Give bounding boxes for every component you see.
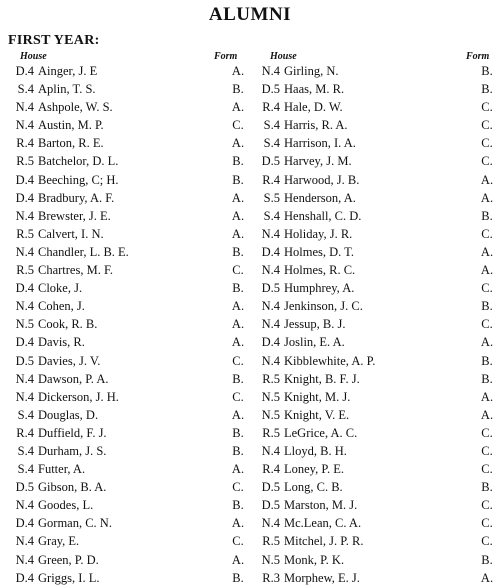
student-row bbox=[8, 152, 258, 170]
student-name: Long, C. B. bbox=[284, 480, 343, 495]
house-code: N.5 bbox=[261, 407, 280, 422]
student-name: Beeching, C; H. bbox=[38, 172, 119, 187]
student-row bbox=[254, 297, 500, 315]
student-row bbox=[8, 370, 258, 388]
student-row bbox=[254, 152, 500, 170]
house-code: N.4 bbox=[15, 371, 34, 386]
student-row bbox=[8, 62, 258, 80]
form-letter: A. bbox=[480, 190, 494, 205]
student-row bbox=[254, 551, 500, 569]
student-row bbox=[254, 388, 500, 406]
student-name: Holmes, R. C. bbox=[284, 263, 356, 278]
student-row bbox=[8, 80, 258, 98]
student-name: Batchelor, D. L. bbox=[38, 154, 119, 169]
student-name: Harwood, J. B. bbox=[284, 172, 360, 187]
student-name: Chartres, M. F. bbox=[38, 263, 114, 278]
house-code: N.4 bbox=[15, 498, 34, 513]
form-letter: A. bbox=[480, 263, 494, 278]
house-code: R.4 bbox=[262, 172, 280, 187]
student-name: Monk, P. K. bbox=[284, 552, 345, 567]
student-name: Duffield, F. J. bbox=[38, 425, 107, 440]
form-letter: C. bbox=[232, 263, 244, 278]
student-name: Calvert, I. N. bbox=[38, 226, 104, 241]
house-code: D.5 bbox=[15, 480, 34, 495]
house-code: R.5 bbox=[262, 425, 280, 440]
form-letter: B. bbox=[232, 371, 244, 386]
house-code: D.5 bbox=[261, 82, 280, 97]
student-name: Knight, M. J. bbox=[284, 389, 351, 404]
student-row bbox=[254, 315, 500, 333]
house-code: N.4 bbox=[261, 516, 280, 531]
form-letter: B. bbox=[232, 570, 244, 585]
form-letter: C. bbox=[481, 118, 493, 133]
house-code: D.4 bbox=[15, 172, 34, 187]
student-row bbox=[8, 207, 258, 225]
student-name: Bradbury, A. F. bbox=[38, 190, 115, 205]
student-row bbox=[8, 388, 258, 406]
form-letter: C. bbox=[232, 353, 244, 368]
house-code: N.4 bbox=[15, 118, 34, 133]
form-letter: C. bbox=[481, 534, 493, 549]
house-code: D.4 bbox=[15, 281, 34, 296]
form-letter: A. bbox=[231, 516, 245, 531]
student-row bbox=[8, 243, 258, 261]
student-name: Jessup, B. J. bbox=[284, 317, 346, 332]
house-code: S.4 bbox=[17, 462, 34, 477]
house-code: R.4 bbox=[16, 425, 34, 440]
form-letter: C. bbox=[481, 317, 493, 332]
student-row bbox=[254, 189, 500, 207]
student-row bbox=[254, 460, 500, 478]
student-name: Ainger, J. E bbox=[38, 64, 98, 78]
student-name: Aplin, T. S. bbox=[38, 82, 96, 97]
form-letter: B. bbox=[232, 281, 244, 296]
form-letter: A. bbox=[480, 335, 494, 350]
house-code: N.5 bbox=[261, 552, 280, 567]
form-letter: A. bbox=[480, 407, 494, 422]
student-name: Cloke, J. bbox=[38, 281, 83, 296]
house-code: N.5 bbox=[15, 317, 34, 332]
student-row bbox=[8, 569, 258, 587]
student-name: Ashpole, W. S. bbox=[38, 100, 113, 115]
left-column bbox=[8, 62, 258, 587]
house-code: D.4 bbox=[15, 335, 34, 350]
house-code: D.5 bbox=[261, 154, 280, 169]
student-name: Lloyd, B. H. bbox=[284, 443, 347, 458]
form-letter: A. bbox=[231, 317, 245, 332]
student-name: Green, P. D. bbox=[38, 552, 99, 567]
student-row bbox=[254, 279, 500, 297]
student-row bbox=[254, 333, 500, 351]
form-letter: C. bbox=[481, 498, 493, 513]
house-code: R.5 bbox=[262, 534, 280, 549]
left-house-header: House bbox=[20, 51, 47, 62]
house-code: D.4 bbox=[261, 335, 280, 350]
house-code: R.5 bbox=[16, 226, 34, 241]
form-letter: C. bbox=[232, 389, 244, 404]
form-letter: C. bbox=[232, 118, 244, 133]
student-row bbox=[254, 496, 500, 514]
student-name: Mc.Lean, C. A. bbox=[284, 516, 362, 531]
form-letter: B. bbox=[232, 172, 244, 187]
form-letter: C. bbox=[481, 443, 493, 458]
student-row bbox=[254, 116, 500, 134]
house-code: R.3 bbox=[262, 570, 280, 585]
house-code: N.4 bbox=[261, 299, 280, 314]
left-form-header: Form bbox=[214, 51, 238, 62]
student-row bbox=[254, 80, 500, 98]
student-name: Cook, R. B. bbox=[38, 317, 98, 332]
form-letter: C. bbox=[481, 100, 493, 115]
student-row bbox=[8, 134, 258, 152]
house-code: N.4 bbox=[261, 226, 280, 241]
student-name: Henshall, C. D. bbox=[284, 208, 362, 223]
house-code: S.4 bbox=[17, 82, 34, 97]
house-code: S.4 bbox=[263, 118, 280, 133]
form-letter: B. bbox=[232, 498, 244, 513]
form-letter: A. bbox=[231, 226, 245, 241]
student-name: Harrison, I. A. bbox=[284, 136, 356, 151]
student-row bbox=[8, 279, 258, 297]
house-code: D.4 bbox=[15, 570, 34, 585]
student-row bbox=[8, 352, 258, 370]
student-row bbox=[8, 225, 258, 243]
student-name: Goodes, L. bbox=[38, 498, 94, 513]
student-name: Davis, R. bbox=[38, 335, 85, 350]
form-letter: A. bbox=[480, 172, 494, 187]
student-name: Dawson, P. A. bbox=[38, 371, 109, 386]
house-code: N.4 bbox=[15, 534, 34, 549]
student-name: Harris, R. A. bbox=[284, 118, 348, 133]
student-name: Henderson, A. bbox=[284, 190, 356, 205]
form-letter: A. bbox=[480, 570, 494, 585]
student-row bbox=[8, 496, 258, 514]
form-letter: C. bbox=[232, 480, 244, 495]
student-name: Kibblewhite, A. P. bbox=[284, 353, 376, 368]
form-letter: C. bbox=[481, 281, 493, 296]
form-letter: A. bbox=[480, 244, 494, 259]
student-name: Davies, J. V. bbox=[38, 353, 101, 368]
student-row bbox=[254, 225, 500, 243]
form-letter: C. bbox=[481, 516, 493, 531]
section-heading: FIRST YEAR: bbox=[8, 33, 100, 48]
student-row bbox=[254, 207, 500, 225]
page-title: ALUMNI bbox=[208, 4, 292, 25]
house-code: N.4 bbox=[15, 299, 34, 314]
student-row bbox=[254, 406, 500, 424]
student-name: Durham, J. S. bbox=[38, 443, 107, 458]
form-letter: B. bbox=[481, 64, 493, 78]
house-code: D.5 bbox=[261, 281, 280, 296]
student-name: Knight, V. E. bbox=[284, 407, 350, 422]
form-letter: A. bbox=[480, 389, 494, 404]
student-name: Chandler, L. B. E. bbox=[38, 244, 129, 259]
form-letter: A. bbox=[231, 462, 245, 477]
form-letter: A. bbox=[231, 136, 245, 151]
form-letter: C. bbox=[481, 136, 493, 151]
house-code: S.4 bbox=[263, 136, 280, 151]
form-letter: B. bbox=[481, 299, 493, 314]
student-row bbox=[254, 370, 500, 388]
student-name: Joslin, E. A. bbox=[284, 335, 345, 350]
student-name: Gray, E. bbox=[38, 534, 80, 549]
house-code: R.4 bbox=[262, 462, 280, 477]
house-code: N.4 bbox=[261, 317, 280, 332]
student-row bbox=[254, 134, 500, 152]
house-code: N.4 bbox=[15, 208, 34, 223]
form-letter: A. bbox=[231, 299, 245, 314]
form-letter: B. bbox=[481, 371, 493, 386]
student-name: Futter, A. bbox=[38, 462, 86, 477]
student-row bbox=[8, 261, 258, 279]
student-row bbox=[8, 315, 258, 333]
student-name: Brewster, J. E. bbox=[38, 208, 111, 223]
form-letter: A. bbox=[231, 407, 245, 422]
house-code: R.5 bbox=[16, 263, 34, 278]
student-name: Jenkinson, J. C. bbox=[284, 299, 363, 314]
student-name: Gorman, C. N. bbox=[38, 516, 112, 531]
student-row bbox=[254, 243, 500, 261]
student-name: Harvey, J. M. bbox=[284, 154, 352, 169]
student-name: Douglas, D. bbox=[38, 407, 99, 422]
student-row bbox=[8, 514, 258, 532]
house-code: S.5 bbox=[263, 190, 280, 205]
form-letter: A. bbox=[231, 552, 245, 567]
student-name: Haas, M. R. bbox=[284, 82, 345, 97]
student-name: Knight, B. F. J. bbox=[284, 371, 360, 386]
house-code: R.4 bbox=[16, 136, 34, 151]
student-name: Austin, M. P. bbox=[38, 118, 104, 133]
student-name: Holmes, D. T. bbox=[284, 244, 355, 259]
form-letter: A. bbox=[231, 190, 245, 205]
house-code: N.4 bbox=[261, 353, 280, 368]
house-code: N.4 bbox=[261, 263, 280, 278]
right-form-header: Form bbox=[466, 51, 490, 62]
form-letter: C. bbox=[232, 534, 244, 549]
form-letter: B. bbox=[232, 154, 244, 169]
student-row bbox=[254, 171, 500, 189]
student-row bbox=[254, 532, 500, 550]
student-name: Marston, M. J. bbox=[284, 498, 358, 513]
student-row bbox=[254, 352, 500, 370]
house-code: D.4 bbox=[261, 244, 280, 259]
student-row bbox=[8, 424, 258, 442]
house-code: D.5 bbox=[261, 480, 280, 495]
house-code: S.4 bbox=[17, 443, 34, 458]
student-row bbox=[8, 442, 258, 460]
form-letter: A. bbox=[231, 64, 245, 78]
house-code: N.5 bbox=[261, 389, 280, 404]
student-row bbox=[8, 171, 258, 189]
form-letter: A. bbox=[231, 335, 245, 350]
form-letter: B. bbox=[232, 425, 244, 440]
student-name: Holiday, J. R. bbox=[284, 226, 353, 241]
house-code: R.5 bbox=[262, 371, 280, 386]
house-code: S.4 bbox=[263, 208, 280, 223]
house-code: D.4 bbox=[15, 516, 34, 531]
house-code: D.4 bbox=[15, 190, 34, 205]
student-row bbox=[254, 442, 500, 460]
student-name: Gibson, B. A. bbox=[38, 480, 107, 495]
student-row bbox=[8, 116, 258, 134]
student-name: Morphew, E. J. bbox=[284, 570, 360, 585]
student-row bbox=[8, 532, 258, 550]
student-name: Girling, N. bbox=[284, 64, 339, 78]
student-row bbox=[8, 297, 258, 315]
student-name: Dickerson, J. H. bbox=[38, 389, 119, 404]
student-name: LeGrice, A. C. bbox=[284, 425, 358, 440]
student-row bbox=[8, 189, 258, 207]
form-letter: B. bbox=[481, 480, 493, 495]
right-house-header: House bbox=[270, 51, 297, 62]
student-row bbox=[254, 478, 500, 496]
form-letter: A. bbox=[231, 100, 245, 115]
student-name: Cohen, J. bbox=[38, 299, 85, 314]
house-code: D.5 bbox=[261, 498, 280, 513]
form-letter: C. bbox=[481, 226, 493, 241]
student-row bbox=[8, 551, 258, 569]
student-name: Barton, R. E. bbox=[38, 136, 104, 151]
form-letter: B. bbox=[481, 353, 493, 368]
house-code: N.4 bbox=[261, 443, 280, 458]
student-name: Mitchel, J. P. R. bbox=[284, 534, 364, 549]
form-letter: B. bbox=[232, 82, 244, 97]
student-row bbox=[254, 569, 500, 587]
student-row bbox=[8, 98, 258, 116]
house-code: N.4 bbox=[15, 552, 34, 567]
house-code: N.4 bbox=[15, 100, 34, 115]
house-code: N.4 bbox=[261, 64, 280, 78]
house-code: N.4 bbox=[15, 389, 34, 404]
right-column bbox=[254, 62, 500, 587]
form-letter: B. bbox=[232, 244, 244, 259]
form-letter: B. bbox=[481, 82, 493, 97]
student-row bbox=[254, 62, 500, 80]
house-code: D.4 bbox=[15, 64, 34, 78]
house-code: S.4 bbox=[17, 407, 34, 422]
form-letter: B. bbox=[481, 552, 493, 567]
student-name: Loney, P. E. bbox=[284, 462, 344, 477]
form-letter: C. bbox=[481, 425, 493, 440]
student-row bbox=[254, 98, 500, 116]
house-code: R.4 bbox=[262, 100, 280, 115]
student-row bbox=[254, 261, 500, 279]
student-row bbox=[8, 406, 258, 424]
student-row bbox=[254, 424, 500, 442]
student-name: Humphrey, A. bbox=[284, 281, 355, 296]
form-letter: A. bbox=[231, 208, 245, 223]
student-row bbox=[8, 460, 258, 478]
form-letter: B. bbox=[481, 208, 493, 223]
student-row bbox=[8, 333, 258, 351]
student-name: Hale, D. W. bbox=[284, 100, 343, 115]
form-letter: B. bbox=[232, 443, 244, 458]
house-code: D.5 bbox=[15, 353, 34, 368]
form-letter: C. bbox=[481, 462, 493, 477]
student-name: Griggs, I. L. bbox=[38, 570, 100, 585]
house-code: N.4 bbox=[15, 244, 34, 259]
house-code: R.5 bbox=[16, 154, 34, 169]
student-row bbox=[8, 478, 258, 496]
student-row bbox=[254, 514, 500, 532]
form-letter: C. bbox=[481, 154, 493, 169]
